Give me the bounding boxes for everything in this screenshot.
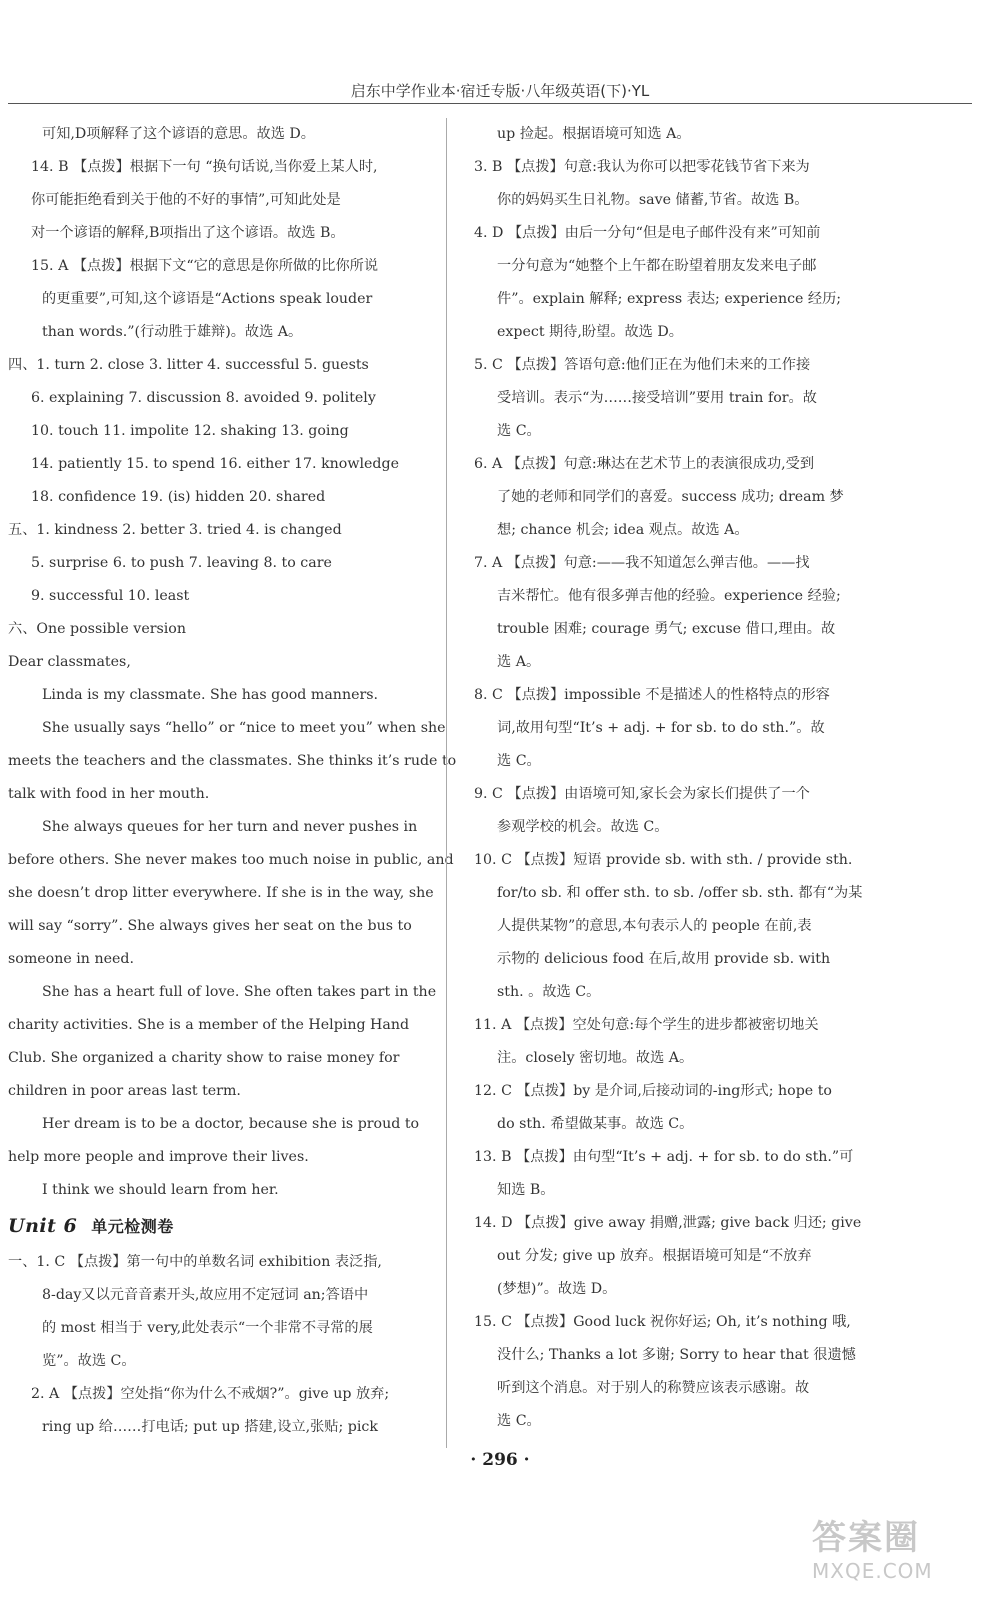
answer-line: 件”。explain 解释; express 表达; experience 经历; bbox=[497, 291, 842, 307]
answer-line: 10. C 【点拨】短语 provide sb. with sth. / provide sth. bbox=[474, 852, 853, 868]
answer-line: 选 A。 bbox=[497, 654, 541, 670]
answer-line: sth. 。故选 C。 bbox=[497, 984, 601, 1000]
answer-line: 一分句意为“她整个上午都在盼望着朋友发来电子邮 bbox=[497, 258, 817, 274]
answer-line: before others. She never makes too much noise in public, and bbox=[8, 852, 454, 868]
answer-line: 选 C。 bbox=[497, 1413, 541, 1429]
answer-line: 听到这个消息。对于别人的称赞应该表示感谢。故 bbox=[497, 1380, 810, 1396]
answer-line: Linda is my classmate. She has good manners. bbox=[42, 687, 379, 703]
answer-line: 的更重要”,可知,这个谚语是“Actions speak louder bbox=[42, 291, 373, 307]
answer-line: 9. successful 10. least bbox=[31, 588, 190, 604]
answer-line: 14. B 【点拨】根据下一句 “换句话说,当你爱上某人时, bbox=[31, 159, 378, 175]
answer-line: (梦想)”。故选 D。 bbox=[497, 1281, 617, 1297]
answer-line: She has a heart full of love. She often takes part in the bbox=[42, 984, 437, 1000]
answer-line: will say “sorry”. She always gives her seat on the bus to bbox=[8, 918, 412, 934]
answer-line: children in poor areas last term. bbox=[8, 1083, 241, 1099]
answer-line: expect 期待,盼望。故选 D。 bbox=[497, 324, 683, 340]
answer-line: 15. A 【点拨】根据下文“它的意思是你所做的比你所说 bbox=[31, 258, 379, 274]
answer-line: 15. C 【点拨】Good luck 祝你好运; Oh, it’s nothing 哦, bbox=[474, 1314, 851, 1330]
header-title: 启东中学作业本·宿迁专版·八年级英语(下)·YL bbox=[350, 82, 650, 100]
answer-line: 对一个谚语的解释,B项指出了这个谚语。故选 B。 bbox=[31, 225, 345, 241]
answer-line: 6. explaining 7. discussion 8. avoided 9. politely bbox=[31, 390, 376, 406]
answer-line: 知选 B。 bbox=[497, 1182, 555, 1198]
answer-line: out 分发; give up 放弃。根据语境可知是“不放弃 bbox=[497, 1248, 812, 1264]
watermark-bottom-text: MXQE.COM bbox=[812, 1559, 933, 1583]
answer-line: 14. patiently 15. to spend 16. either 17. knowledge bbox=[31, 456, 399, 472]
answer-line: 受培训。表示“为……接受培训”要用 train for。故 bbox=[497, 390, 817, 406]
answer-line: She always queues for her turn and never pushes in bbox=[42, 819, 418, 835]
answer-line: 4. D 【点拨】由后一分句“但是电子邮件没有来”可知前 bbox=[474, 225, 821, 241]
answer-line: 9. C 【点拨】由语境可知,家长会为家长们提供了一个 bbox=[474, 786, 810, 802]
header-rule bbox=[8, 103, 972, 104]
unit-number: Unit 6 bbox=[8, 1215, 78, 1237]
answer-line: charity activities. She is a member of the Helping Hand bbox=[8, 1017, 410, 1033]
answer-line: 注。closely 密切地。故选 A。 bbox=[497, 1050, 694, 1066]
answer-line: someone in need. bbox=[8, 951, 134, 967]
answer-line: 2. A 【点拨】空处指“你为什么不戒烟?”。give up 放弃; bbox=[31, 1386, 390, 1402]
left-column bbox=[8, 118, 457, 1444]
answer-line: 想; chance 机会; idea 观点。故选 A。 bbox=[497, 522, 749, 538]
watermark-logo bbox=[812, 1510, 972, 1590]
answer-line: 12. C 【点拨】by 是介词,后接动词的-ing形式; hope to bbox=[474, 1083, 832, 1099]
answer-line: 8. C 【点拨】impossible 不是描述人的性格特点的形容 bbox=[474, 687, 830, 703]
unit-heading bbox=[8, 1207, 430, 1246]
answer-line: 四、1. turn 2. close 3. litter 4. successful 5. guests bbox=[8, 357, 369, 373]
column-divider bbox=[446, 118, 447, 1448]
answer-line: 吉米帮忙。他有很多弹吉他的经验。experience 经验; bbox=[497, 588, 841, 604]
answer-line: 18. confidence 19. (is) hidden 20. shared bbox=[31, 489, 326, 505]
answer-line: 五、1. kindness 2. better 3. tried 4. is changed bbox=[8, 522, 342, 538]
answer-line: 5. surprise 6. to push 7. leaving 8. to care bbox=[31, 555, 332, 571]
answer-line: 你可能拒绝看到关于他的不好的事情”,可知此处是 bbox=[31, 192, 341, 208]
answer-line: 选 C。 bbox=[497, 753, 541, 769]
answer-line: 你的妈妈买生日礼物。save 储蓄,节省。故选 B。 bbox=[497, 192, 809, 208]
answer-line: ring up 给……打电话; put up 搭建,设立,张贴; pick bbox=[42, 1419, 378, 1435]
answer-line: 3. B 【点拨】句意:我认为你可以把零花钱节省下来为 bbox=[474, 159, 810, 175]
watermark-top-text: 答案圈 bbox=[812, 1518, 920, 1558]
answer-line: 人提供某物”的意思,本句表示人的 people 在前,表 bbox=[497, 918, 812, 934]
answer-line: 一、1. C 【点拨】第一句中的单数名词 exhibition 表泛指, bbox=[8, 1254, 382, 1270]
answer-line: Her dream is to be a doctor, because she is proud to bbox=[42, 1116, 420, 1132]
answer-line: 的 most 相当于 very,此处表示“一个非常不寻常的展 bbox=[42, 1320, 373, 1336]
answer-line: she doesn’t drop litter everywhere. If she is in the way, she bbox=[8, 885, 434, 901]
answer-line: 14. D 【点拨】give away 捐赠,泄露; give back 归还; give bbox=[474, 1215, 862, 1231]
answer-line: 词,故用句型“It’s + adj. + for sb. to do sth.”。故 bbox=[497, 720, 825, 736]
answer-line: 10. touch 11. impolite 12. shaking 13. going bbox=[31, 423, 349, 439]
answer-line: 示物的 delicious food 在后,故用 provide sb. with bbox=[497, 951, 831, 967]
answer-line: 参观学校的机会。故选 C。 bbox=[497, 819, 669, 835]
answer-line: 没什么; Thanks a lot 多谢; Sorry to hear that 很遗憾 bbox=[497, 1347, 856, 1363]
page-header bbox=[0, 0, 1000, 104]
right-column bbox=[474, 118, 878, 1438]
answer-line: 选 C。 bbox=[497, 423, 541, 439]
answer-line: 6. A 【点拨】句意:琳达在艺术节上的表演很成功,受到 bbox=[474, 456, 815, 472]
answer-line: up 捡起。根据语境可知选 A。 bbox=[497, 126, 691, 142]
answer-line: 了她的老师和同学们的喜爱。success 成功; dream 梦 bbox=[497, 489, 844, 505]
answer-line: than words.”(行动胜于雄辩)。故选 A。 bbox=[42, 324, 303, 340]
answer-line: do sth. 希望做某事。故选 C。 bbox=[497, 1116, 694, 1132]
answer-line: I think we should learn from her. bbox=[42, 1182, 279, 1198]
answer-line: Dear classmates, bbox=[8, 654, 131, 670]
answer-line: 7. A 【点拨】句意:——我不知道怎么弹吉他。——找 bbox=[474, 555, 810, 571]
answer-line: help more people and improve their lives. bbox=[8, 1149, 309, 1165]
answer-line: talk with food in her mouth. bbox=[8, 786, 210, 802]
unit-title-text: 单元检测卷 bbox=[91, 1217, 174, 1236]
answer-line: trouble 困难; courage 勇气; excuse 借口,理由。故 bbox=[497, 621, 836, 637]
answer-line: 5. C 【点拨】答语句意:他们正在为他们未来的工作接 bbox=[474, 357, 811, 373]
answer-line: 六、One possible version bbox=[8, 621, 186, 637]
answer-line: for/to sb. 和 offer sth. to sb. /offer sb. sth. 都有“为某 bbox=[497, 885, 863, 901]
page-number: · 296 · bbox=[470, 1450, 530, 1470]
answer-line: 13. B 【点拨】由句型“It’s + adj. + for sb. to do sth.”可 bbox=[474, 1149, 854, 1165]
answer-line: 览”。故选 C。 bbox=[42, 1353, 136, 1369]
answer-line: 11. A 【点拨】空处句意:每个学生的进步都被密切地关 bbox=[474, 1017, 819, 1033]
answer-line: meets the teachers and the classmates. She thinks it’s rude to bbox=[8, 753, 457, 769]
answer-line: Club. She organized a charity show to raise money for bbox=[8, 1050, 400, 1066]
answer-line: 8-day又以元音音素开头,故应用不定冠词 an;答语中 bbox=[42, 1287, 369, 1303]
answer-line: 可知,D项解释了这个谚语的意思。故选 D。 bbox=[42, 126, 315, 142]
answer-line: She usually says “hello” or “nice to meet you” when she bbox=[42, 720, 446, 736]
